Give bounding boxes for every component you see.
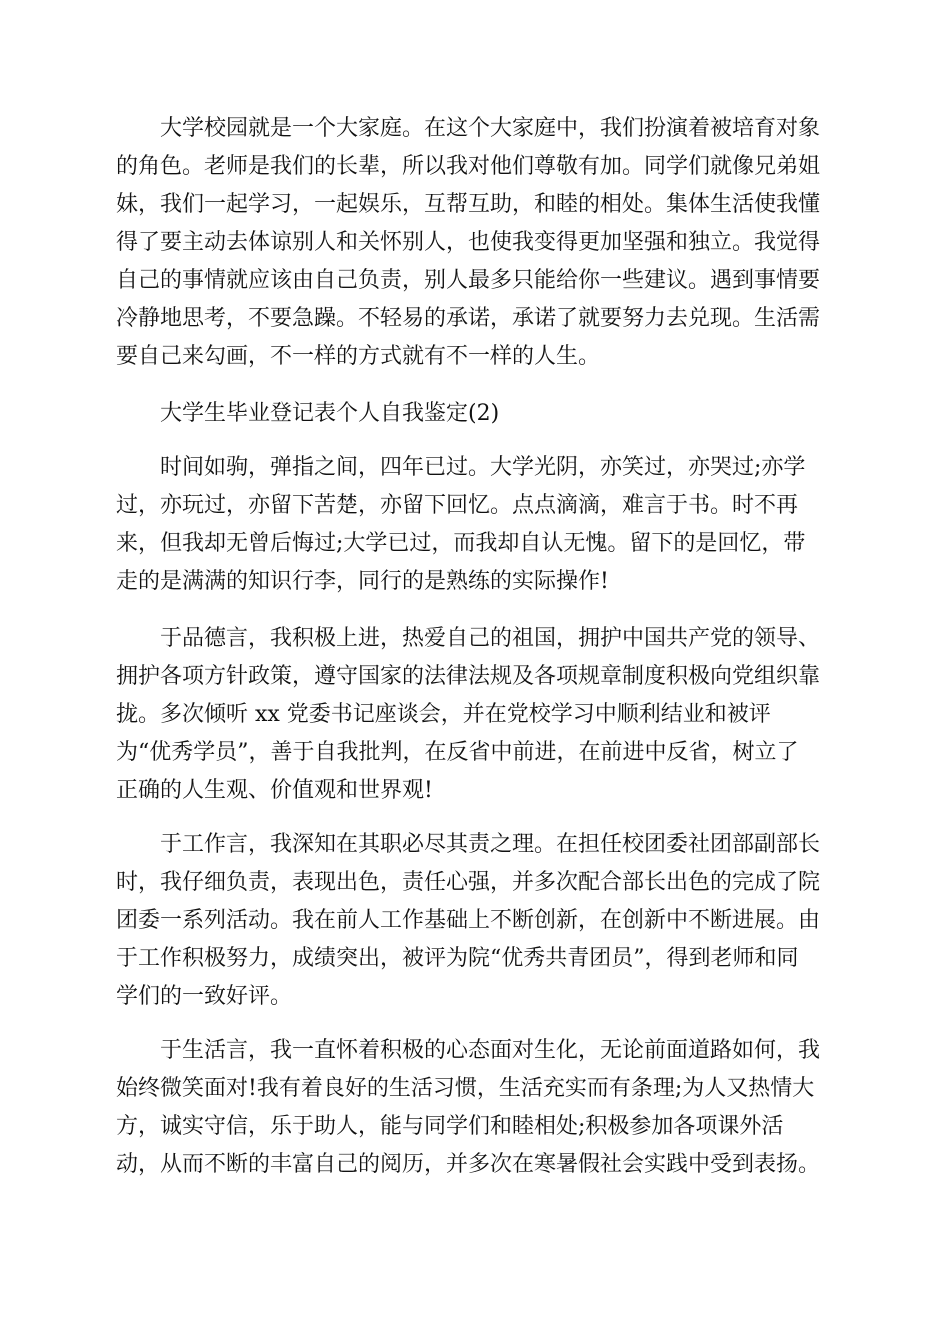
text-line: 来，但我却无曾后悔过;大学已过，而我却自认无愧。留下的是回忆，带 bbox=[116, 531, 806, 556]
text-line: 于工作言，我深知在其职必尽其责之理。在担任校团委社团部副部长 bbox=[160, 832, 821, 857]
text-line: 过，亦玩过，亦留下苦楚，亦留下回忆。点点滴滴，难言于书。时不再 bbox=[116, 493, 799, 518]
paragraph-campus-family bbox=[116, 110, 838, 376]
paragraph-life bbox=[116, 1032, 838, 1184]
text-line: 时间如驹，弹指之间，四年已过。大学光阴，亦笑过，亦哭过;亦学 bbox=[160, 455, 806, 480]
section-title bbox=[116, 395, 838, 433]
text-line: 动，从而不断的丰富自己的阅历，并多次在寒暑假社会实践中受到表扬。 bbox=[116, 1152, 821, 1177]
text-line: 冷静地思考，不要急躁。不轻易的承诺，承诺了就要努力去兑现。生活需 bbox=[116, 306, 821, 331]
text-line: 拥护各项方针政策，遵守国家的法律法规及各项规章制度积极向党组织靠 bbox=[116, 664, 821, 689]
text-line: 大学校园就是一个大家庭。在这个大家庭中，我们扮演着被培育对象 bbox=[160, 116, 821, 141]
text-line: 正确的人生观、价值观和世界观! bbox=[116, 778, 433, 803]
text-line: 团委一系列活动。我在前人工作基础上不断创新，在创新中不断进展。由 bbox=[116, 908, 821, 933]
text-line: 要自己来勾画，不一样的方式就有不一样的人生。 bbox=[116, 344, 601, 369]
text-line: 始终微笑面对!我有着良好的生活习惯，生活充实而有条理;为人又热情大 bbox=[116, 1076, 815, 1101]
paragraph-time-passing bbox=[116, 449, 838, 601]
text-line: 学们的一致好评。 bbox=[116, 984, 293, 1009]
text-line: 于工作积极努力，成绩突出，被评为院“优秀共青团员”，得到老师和同 bbox=[116, 946, 799, 971]
text-line: 得了要主动去体谅别人和关怀别人，也使我变得更加坚强和独立。我觉得 bbox=[116, 230, 821, 255]
text-line: 的角色。老师是我们的长辈，所以我对他们尊敬有加。同学们就像兄弟姐 bbox=[116, 154, 821, 179]
text-line: 于品德言，我积极上进，热爱自己的祖国，拥护中国共产党的领导、 bbox=[160, 626, 821, 651]
text-line: 时，我仔细负责，表现出色，责任心强，并多次配合部长出色的完成了院 bbox=[116, 870, 821, 895]
text-line: 方，诚实守信，乐于助人，能与同学们和睦相处;积极参加各项课外活 bbox=[116, 1114, 784, 1139]
text-line: 走的是满满的知识行李，同行的是熟练的实际操作! bbox=[116, 569, 609, 594]
paragraph-work bbox=[116, 826, 838, 1016]
section-title-text: 大学生毕业登记表个人自我鉴定(2) bbox=[160, 401, 500, 426]
text-line: 拢。多次倾听 xx 党委书记座谈会，并在党校学习中顺利结业和被评 bbox=[116, 702, 771, 727]
text-line: 自己的事情就应该由自己负责，别人最多只能给你一些建议。遇到事情要 bbox=[116, 268, 821, 293]
paragraph-moral-character bbox=[116, 620, 838, 810]
text-line: 妹，我们一起学习，一起娱乐，互帮互助，和睦的相处。集体生活使我懂 bbox=[116, 192, 821, 217]
text-line: 于生活言，我一直怀着积极的心态面对生化，无论前面道路如何，我 bbox=[160, 1038, 821, 1063]
text-line: 为“优秀学员”，善于自我批判，在反省中前进，在前进中反省，树立了 bbox=[116, 740, 799, 765]
